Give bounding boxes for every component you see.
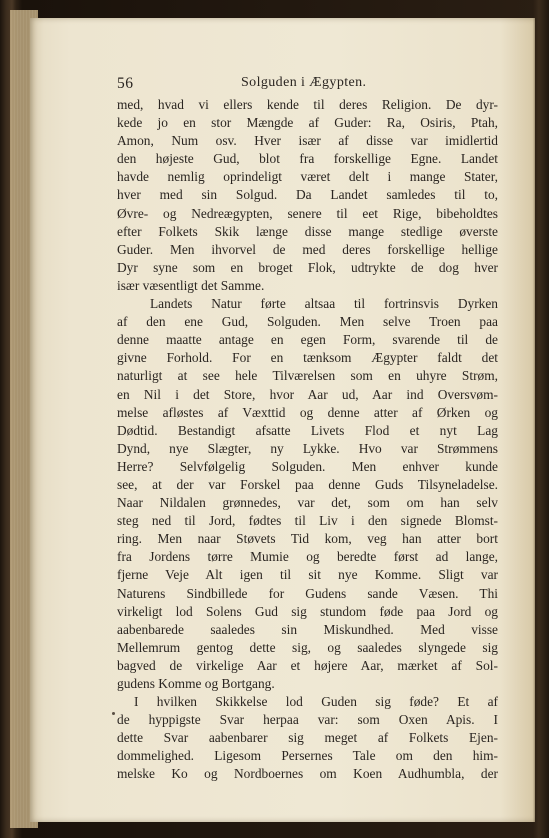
text-line: dommelighed. Ligesom Persernes Tale om den him- bbox=[117, 748, 498, 764]
text-line: af den ene Gud, Solguden. Men selve Troen paa bbox=[117, 314, 498, 330]
text-line: fjerne Veje Alt igen til sit nye Komme. Sligt var bbox=[117, 567, 498, 583]
text-line: med, hvad vi ellers kende til deres Religion. De dyr- bbox=[117, 97, 498, 112]
text-line: Øvre- og Nedreægypten, senere til eet Rige, bibeholdtes bbox=[117, 205, 498, 221]
running-head: Solguden i Ægypten. bbox=[241, 75, 367, 90]
text-line: Guder. Men ihvorvel de med deres forskellige hellige bbox=[117, 241, 498, 257]
text-line: den højeste Gud, blot fra forskellige Egne. Landet bbox=[117, 151, 498, 167]
text-line: Dødtid. Bestandigt afsatte Livets Flod et nyt Lag bbox=[117, 422, 498, 438]
text-line: dette Svar aabenbarer sig meget af Folkets Ejen- bbox=[117, 730, 498, 746]
text-line: virkeligt lod Solens Gud sig stundom føde paa Jord og bbox=[117, 603, 498, 619]
text-line: fra Jordens tørre Mumie og beredte først ad lange, bbox=[117, 549, 498, 565]
text-line: efter Folkets Skik længe disse mange stedlige øverste bbox=[117, 223, 498, 239]
text-line: Naar Nildalen grønnedes, var det, som om han selv bbox=[117, 495, 498, 511]
text-line: især væsentligt det Samme. bbox=[117, 277, 265, 293]
paragraph-start-line: I hvilken Skikkelse lod Guden sig føde? Et af bbox=[134, 694, 498, 710]
text-line: givne Forhold. For en tænksom Ægypter faldt det bbox=[117, 350, 498, 366]
paragraph-start-line: Landets Natur førte altsaa til fortrinsvis Dyrken bbox=[150, 296, 498, 312]
page-header bbox=[117, 75, 498, 95]
text-line: steg ned til Jord, fødtes til Liv i den signede Blomst- bbox=[117, 513, 498, 529]
body-text bbox=[117, 96, 498, 784]
text-line: de hyppigste Svar herpaa var: som Oxen Apis. I bbox=[117, 712, 498, 728]
text-line: ring. Men naar Støvets Tid kom, veg han atter bort bbox=[117, 531, 498, 547]
binding-shadow bbox=[533, 0, 549, 838]
text-line: en Nil i det Store, hvor Aar ud, Aar ind Oversvøm- bbox=[117, 386, 498, 402]
text-line: melse afløstes af Væxttid og denne atter af Ørken og bbox=[117, 404, 498, 420]
text-line: aabenbarede saaledes sin Miskundhed. Med visse bbox=[117, 621, 498, 637]
text-line: Dynd, nye Slægter, ny Lykke. Hvo var Strømmens bbox=[117, 440, 498, 456]
text-line: naturligt at see hele Tilværelsen som en uhyre Strøm, bbox=[117, 368, 498, 384]
page-number: 56 bbox=[117, 75, 134, 92]
text-line: melske Ko og Nordboernes om Koen Audhumbla, der bbox=[117, 766, 498, 782]
text-line: bagved de virkelige Aar et højere Aar, mærket af Sol- bbox=[117, 657, 498, 673]
text-line: hver med sin Solgud. Da Landet samledes til to, bbox=[117, 187, 498, 203]
text-line: Herre? Selvfølgelig Solguden. Men enhver kunde bbox=[117, 458, 498, 474]
text-line: Amon, Num osv. Hver især af disse var imidlertid bbox=[117, 133, 498, 149]
text-line: havde nemlig oprindeligt været delt i mange Stater, bbox=[117, 169, 498, 185]
text-line: gudens Komme og Bortgang. bbox=[117, 676, 275, 691]
text-line: Dyr syne som en broget Flok, udtrykte de dog hver bbox=[117, 259, 498, 275]
text-line: Naturens Sindbillede for Gudens sande Væsen. Thi bbox=[117, 585, 498, 601]
text-line: Mellemrum gentog dette sig, og saaledes slyngede sig bbox=[117, 639, 498, 655]
pencil-mark bbox=[112, 712, 115, 715]
text-line: denne maatte antage en egen Form, svarende til de bbox=[117, 332, 498, 348]
text-line: see, at der var Forskel paa denne Guds Tilsyneladelse. bbox=[117, 476, 498, 492]
text-line: kede jo en stor Mængde af Guder: Ra, Osiris, Ptah, bbox=[117, 115, 498, 131]
